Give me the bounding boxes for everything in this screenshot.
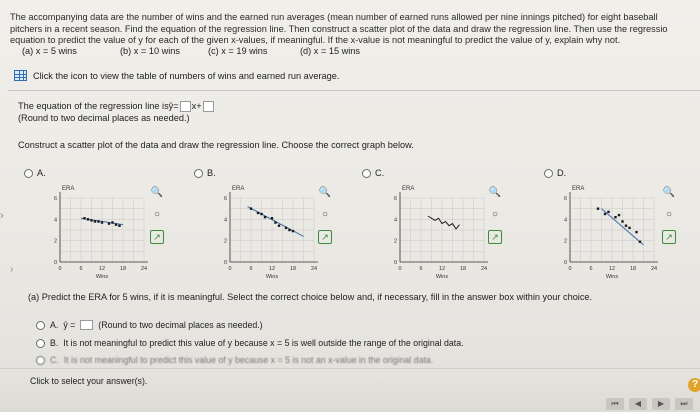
data-point [94,220,96,222]
nav-buttons [606,398,693,410]
x-tick-label: 0 [58,266,62,272]
data-point [285,227,287,229]
next-page-icon[interactable]: ▶ [652,398,670,410]
part-d: (d) x = 15 wins [300,46,360,56]
help-icon[interactable]: ? [688,378,700,392]
regression-question [18,100,215,124]
regression-prefix: The equation of the regression line is [18,101,169,111]
intercept-input[interactable] [203,101,214,112]
y-tick-label: 6 [393,196,397,202]
chevron-right-icon-small[interactable]: › [10,264,14,275]
x-tick-label: 6 [419,266,423,272]
y-tick-label: 4 [393,217,397,224]
zoom-out-icon[interactable]: ○ [321,209,329,220]
x-tick-label: 12 [98,266,106,272]
choice-d-letter: D. [557,168,567,178]
x-tick-label: 12 [268,266,276,272]
y-tick-label: 6 [563,196,567,202]
x-tick-label: 0 [398,266,402,272]
predict-radio-b[interactable] [36,339,45,348]
y-tick-label: 4 [223,217,227,224]
y-tick-label: 0 [223,260,227,266]
scatter-instruction: Construct a scatter plot of the data and draw the regression line. Choose the correct graph below. [18,140,414,150]
predict-option-a-letter: A. [50,320,59,330]
x-axis-label: Wins [95,274,109,280]
y-axis-label: ERA [232,186,245,192]
zoom-in-icon[interactable]: 🔍 [318,187,332,198]
x-tick-label: 18 [459,266,467,272]
predict-option-b[interactable] [36,338,464,348]
y-tick-label: 4 [53,217,57,224]
choice-c[interactable] [362,168,384,178]
y-tick-label: 0 [53,260,57,266]
x-tick-label: 12 [608,266,616,272]
choice-a[interactable] [24,168,46,178]
graph-d [556,182,676,282]
y-tick-label: 6 [223,196,227,202]
zoom-in-icon[interactable]: 🔍 [662,187,676,198]
data-point [87,218,89,220]
predict-option-c-text: It is not meaningful to predict this value of y because x = 5 is not an x-value in the original data. [63,355,434,365]
part-a: (a) x = 5 wins [22,46,77,56]
predict-option-a[interactable] [36,320,263,330]
predict-radio-c[interactable] [36,356,45,365]
regression-rounding-note: (Round to two decimal places as needed.) [18,113,190,123]
external-link-icon[interactable]: ↗ [662,230,676,244]
part-b: (b) x = 10 wins [120,46,180,56]
radio-a[interactable] [24,169,33,178]
data-point [260,213,262,215]
zoom-in-icon[interactable]: 🔍 [488,187,502,198]
data-point [607,211,609,213]
data-point [250,207,252,209]
y-axis-label: ERA [62,186,75,192]
data-point [625,225,627,227]
data-point [635,231,637,233]
predict-option-b-letter: B. [50,338,59,348]
footer-bar [0,368,700,412]
click-select-hint: Click to select your answer(s). [30,376,148,386]
x-tick-label: 24 [310,266,318,272]
graph-a-svg [46,182,166,282]
x-tick-label: 24 [140,266,148,272]
data-point [639,241,641,243]
data-point [118,225,120,227]
choice-b[interactable] [194,168,216,178]
x-tick-label: 6 [589,266,593,272]
graph-b-tools [318,186,334,252]
predict-option-c[interactable] [36,355,433,365]
x-tick-label: 12 [438,266,446,272]
radio-c[interactable] [362,169,371,178]
data-point [83,217,85,219]
y-tick-label: 2 [53,238,57,245]
x-tick-label: 0 [228,266,232,272]
data-point [97,220,99,222]
x-term: x+ [191,101,202,111]
data-point [621,220,623,222]
predict-option-b-text: It is not meaningful to predict this value of y because x = 5 is well outside the range of the original data. [63,338,464,348]
external-link-icon[interactable]: ↗ [318,230,332,244]
graph-c-tools [488,186,504,252]
data-point [628,227,630,229]
table-link-label[interactable]: Click the icon to view the table of numbers of wins and earned run average. [33,70,340,81]
data-point [597,207,599,209]
data-line [428,216,460,229]
predict-answer-input[interactable] [80,320,93,330]
zoom-out-icon[interactable]: ○ [153,209,161,220]
x-tick-label: 18 [289,266,297,272]
data-point [90,219,92,221]
y-tick-label: 2 [563,238,567,245]
chevron-right-icon[interactable]: › [0,210,4,222]
predict-option-c-letter: C. [50,355,59,365]
x-axis-label: Wins [265,274,279,280]
slope-input[interactable] [180,101,191,112]
x-tick-label: 24 [650,266,658,272]
y-tick-label: 2 [223,238,227,245]
data-point [257,212,259,214]
graph-a [46,182,166,282]
y-tick-label: 0 [393,260,397,266]
predict-option-a-suffix: (Round to two decimal places as needed.) [98,320,263,330]
graph-d-tools [662,186,678,252]
radio-b[interactable] [194,169,203,178]
first-page-icon[interactable]: ⏮ [606,398,624,410]
choice-c-letter: C. [375,168,385,178]
external-link-icon[interactable]: ↗ [150,230,164,244]
external-link-icon[interactable]: ↗ [488,230,502,244]
choice-b-letter: B. [207,168,216,178]
data-point [288,229,290,231]
data-point [604,213,606,215]
prev-page-icon[interactable]: ◀ [629,398,647,410]
problem-statement [10,12,700,47]
y-tick-label: 6 [53,196,57,202]
problem-line-1: The accompanying data are the number of wins and the earned run averages (mean number of earned runs allowed per nine innings pitched) for eight baseball [10,12,658,22]
data-point [108,222,110,224]
x-tick-label: 24 [480,266,488,272]
zoom-out-icon[interactable]: ○ [491,209,499,220]
problem-line-3: equation to predict the value of y for each of the given x-values, if meaningful. If the x-value is not meaningful to predict the value of y, explain why not. [10,35,621,45]
y-tick-label: 2 [393,238,397,245]
y-tick-label: 4 [563,217,567,224]
data-point [101,221,103,223]
graph-a-tools [150,186,166,252]
predict-radio-a[interactable] [36,321,45,330]
predict-option-a-prefix: ŷ = [63,320,76,330]
yhat-symbol: ŷ [168,101,174,111]
x-tick-label: 0 [568,266,572,272]
y-axis-label: ERA [402,186,415,192]
table-link[interactable] [14,70,339,81]
data-point [278,225,280,227]
last-page-icon[interactable]: ⏭ [675,398,693,410]
data-point [292,230,294,232]
graph-d-svg [556,182,676,282]
part-c: (c) x = 19 wins [208,46,268,56]
equals-sign: = [173,101,179,111]
data-point [618,214,620,216]
table-icon[interactable] [14,70,27,81]
x-axis-label: Wins [435,274,449,280]
x-tick-label: 18 [629,266,637,272]
choice-d[interactable] [544,168,566,178]
zoom-out-icon[interactable]: ○ [665,209,673,220]
zoom-in-icon[interactable]: 🔍 [150,187,164,198]
x-tick-label: 6 [79,266,83,272]
data-point [115,223,117,225]
data-point [111,221,113,223]
section-divider [8,90,700,91]
choice-a-letter: A. [37,168,46,178]
problem-line-2: pitchers in a recent season. Find the equation of the regression line. Then construct a scatter plot of the data and draw the regression line. Then use the regressio [10,23,668,34]
x-tick-label: 18 [119,266,127,272]
radio-d[interactable] [544,169,553,178]
y-tick-label: 0 [563,260,567,266]
data-point [274,221,276,223]
data-point [614,216,616,218]
y-axis-label: ERA [572,186,585,192]
data-point [264,216,266,218]
data-point [271,217,273,219]
x-tick-label: 6 [249,266,253,272]
x-axis-label: Wins [605,274,619,280]
predict-question: (a) Predict the ERA for 5 wins, if it is meaningful. Select the correct choice below and, if necessary, fill in the answer box within your choice. [28,292,593,302]
